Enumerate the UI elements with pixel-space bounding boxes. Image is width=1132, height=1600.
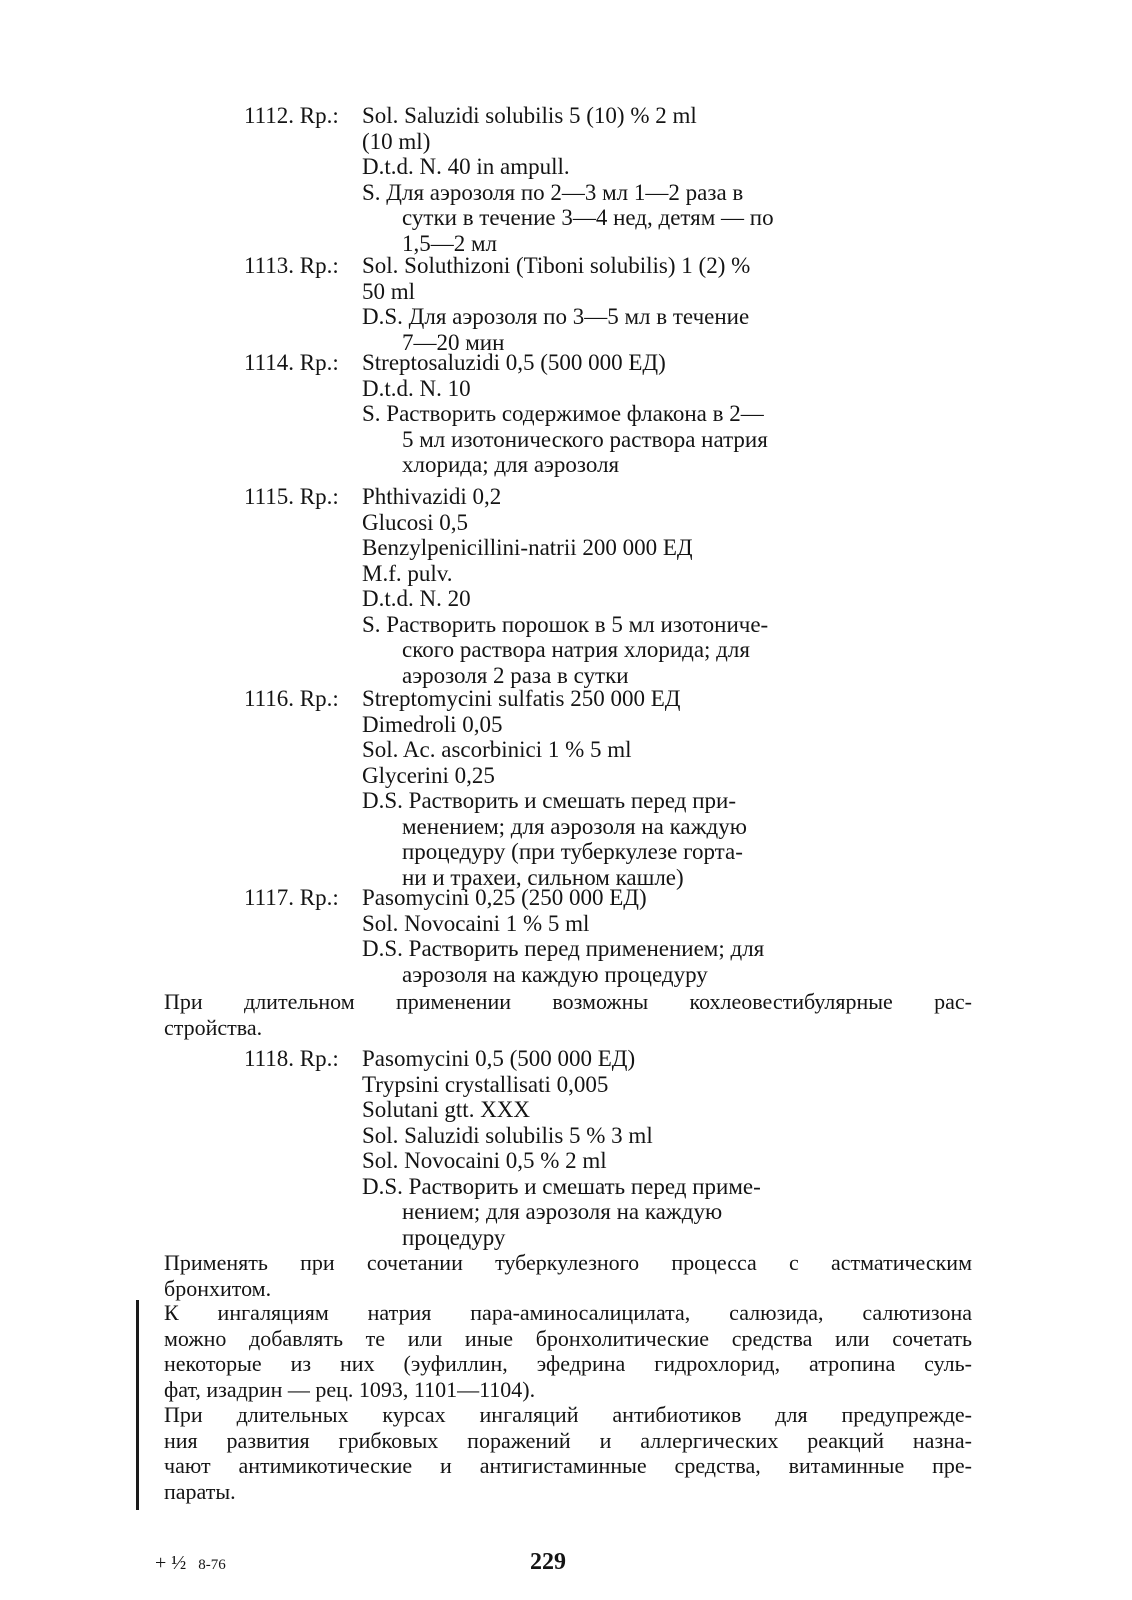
- margin-scan-mark: [136, 1300, 139, 1510]
- recipe-1113: [244, 253, 884, 355]
- recipe-number: 1118. Rp.:: [244, 1046, 339, 1071]
- print-mark: + ½: [155, 1552, 187, 1574]
- recipe-lines: [362, 484, 884, 688]
- recipe-line: Sol. Novocaini 1 % 5 ml: [362, 910, 590, 936]
- recipe-line: Solutani gtt. XXX: [362, 1097, 531, 1122]
- recipe-1112: [244, 103, 884, 256]
- recipe-line: Streptomycini sulfatis 250 000 ЕД: [362, 686, 681, 711]
- note-line: параты.: [164, 1478, 236, 1504]
- note-paragraph: [140, 1250, 972, 1301]
- recipe-line: аэрозоля 2 раза в сутки: [402, 662, 629, 688]
- note-line: стройства.: [164, 1014, 263, 1040]
- recipe-line: аэрозоля на каждую процедуру: [402, 961, 708, 987]
- recipe-line: Sol. Soluthizoni (Tiboni solubilis) 1 (2) %: [362, 253, 751, 278]
- recipe-line: Pasomycini 0,25 (250 000 ЕД): [362, 885, 647, 910]
- recipe-line: D.t.d. N. 10: [362, 375, 471, 401]
- recipe-line: хлорида; для аэрозоля: [402, 452, 620, 477]
- recipe-line: процедуру (при туберкулезе горта-: [402, 839, 743, 864]
- recipe-1115: [244, 484, 884, 688]
- recipe-line: Dimedroli 0,05: [362, 711, 503, 737]
- recipe-line: Streptosaluzidi 0,5 (500 000 ЕД): [362, 350, 666, 375]
- recipe-number: 1113. Rp.:: [244, 253, 339, 278]
- print-signature: [155, 1552, 226, 1575]
- recipe-line: Glucosi 0,5: [362, 509, 469, 535]
- recipe-line: 50 ml: [362, 278, 416, 304]
- recipe-number: 1114. Rp.:: [244, 350, 339, 375]
- note-line: чают антимикотические и антигистаминные средства, витаминные пре-: [164, 1453, 972, 1478]
- recipe-line: Sol. Novocaini 0,5 % 2 ml: [362, 1148, 607, 1173]
- recipe-line: Pasomycini 0,5 (500 000 ЕД): [362, 1046, 636, 1071]
- recipe-line: Sol. Ac. ascorbinici 1 % 5 ml: [362, 737, 632, 762]
- recipe-1117: [244, 885, 884, 987]
- recipe-1118: [244, 1046, 884, 1250]
- note-line: При длительном применении возможны кохлеовестибулярные рас-: [164, 989, 972, 1014]
- recipe-line: 7—20 мин: [402, 329, 505, 355]
- recipe-line: D.t.d. N. 20: [362, 586, 471, 611]
- recipe-line: D.S. Для аэрозоля по 3—5 мл в течение: [362, 304, 750, 329]
- recipe-line: нением; для аэрозоля на каждую: [402, 1199, 723, 1224]
- recipe-line: Benzylpenicillini-natrii 200 000 ЕД: [362, 535, 693, 560]
- recipe-line: D.S. Растворить перед применением; для: [362, 936, 765, 961]
- note-paragraph: [140, 989, 972, 1040]
- recipe-line: Sol. Saluzidi solubilis 5 % 3 ml: [362, 1122, 653, 1148]
- recipe-line: сутки в течение 3—4 нед, детям — по: [402, 205, 774, 230]
- recipe-line: S. Растворить содержимое флакона в 2—: [362, 401, 764, 426]
- recipe-line: ского раствора натрия хлорида; для: [402, 637, 750, 662]
- recipe-1114: [244, 350, 884, 478]
- recipe-lines: [362, 1046, 884, 1250]
- recipe-line: D.S. Растворить и смешать перед при-: [362, 788, 737, 813]
- page-number: 229: [530, 1549, 566, 1575]
- recipe-line: S. Для аэрозоля по 2—3 мл 1—2 раза в: [362, 179, 744, 205]
- recipe-line: S. Растворить порошок в 5 мл изотониче-: [362, 611, 769, 637]
- note-line: фат, изадрин — рец. 1093, 1101—1104).: [164, 1376, 536, 1402]
- recipe-number: 1116. Rp.:: [244, 686, 339, 711]
- note-line: При длительных курсах ингаляций антибиотиков для предупрежде-: [164, 1402, 972, 1427]
- recipe-line: D.t.d. N. 40 in ampull.: [362, 154, 570, 179]
- signature-code: 8-76: [198, 1557, 226, 1573]
- recipe-line: процедуру: [402, 1224, 506, 1250]
- recipe-line: менением; для аэрозоля на каждую: [402, 813, 747, 839]
- recipe-line: Sol. Saluzidi solubilis 5 (10) % 2 ml: [362, 103, 697, 128]
- recipe-line: ни и трахеи, сильном кашле): [402, 864, 684, 890]
- recipe-line: (10 ml): [362, 128, 431, 154]
- recipe-lines: [362, 686, 884, 890]
- recipe-number: 1112. Rp.:: [244, 103, 339, 128]
- note-line: К ингаляциям натрия пара-аминосалицилата, салюзида, салютизона: [164, 1300, 972, 1325]
- recipe-line: 1,5—2 мл: [402, 230, 498, 256]
- note-line: можно добавлять те или иные бронхолитические средства или сочетать: [164, 1325, 972, 1351]
- recipe-line: Glycerini 0,25: [362, 762, 495, 788]
- recipe-number: 1117. Rp.:: [244, 885, 339, 910]
- recipe-line: 5 мл изотонического раствора натрия: [402, 426, 768, 452]
- recipe-number: 1115. Rp.:: [244, 484, 339, 509]
- note-paragraph: [140, 1402, 972, 1504]
- recipe-line: D.S. Растворить и смешать перед приме-: [362, 1173, 761, 1199]
- recipe-line: M.f. pulv.: [362, 560, 453, 586]
- recipe-lines: [362, 350, 884, 478]
- note-line: ния развития грибковых поражений и аллергических реакций назна-: [164, 1427, 972, 1453]
- note-line: Применять при сочетании туберкулезного процесса с астматическим: [164, 1250, 972, 1275]
- recipe-1116: [244, 686, 884, 890]
- recipe-lines: [362, 103, 884, 256]
- recipe-line: Trypsini crystallisati 0,005: [362, 1071, 609, 1097]
- recipe-line: Phthivazidi 0,2: [362, 484, 502, 509]
- note-paragraph: [140, 1300, 972, 1402]
- recipe-lines: [362, 885, 884, 987]
- recipe-lines: [362, 253, 884, 355]
- note-line: бронхитом.: [164, 1275, 272, 1301]
- note-line: некоторые из них (эуфиллин, эфедрина гидрохлорид, атропина суль-: [164, 1351, 972, 1376]
